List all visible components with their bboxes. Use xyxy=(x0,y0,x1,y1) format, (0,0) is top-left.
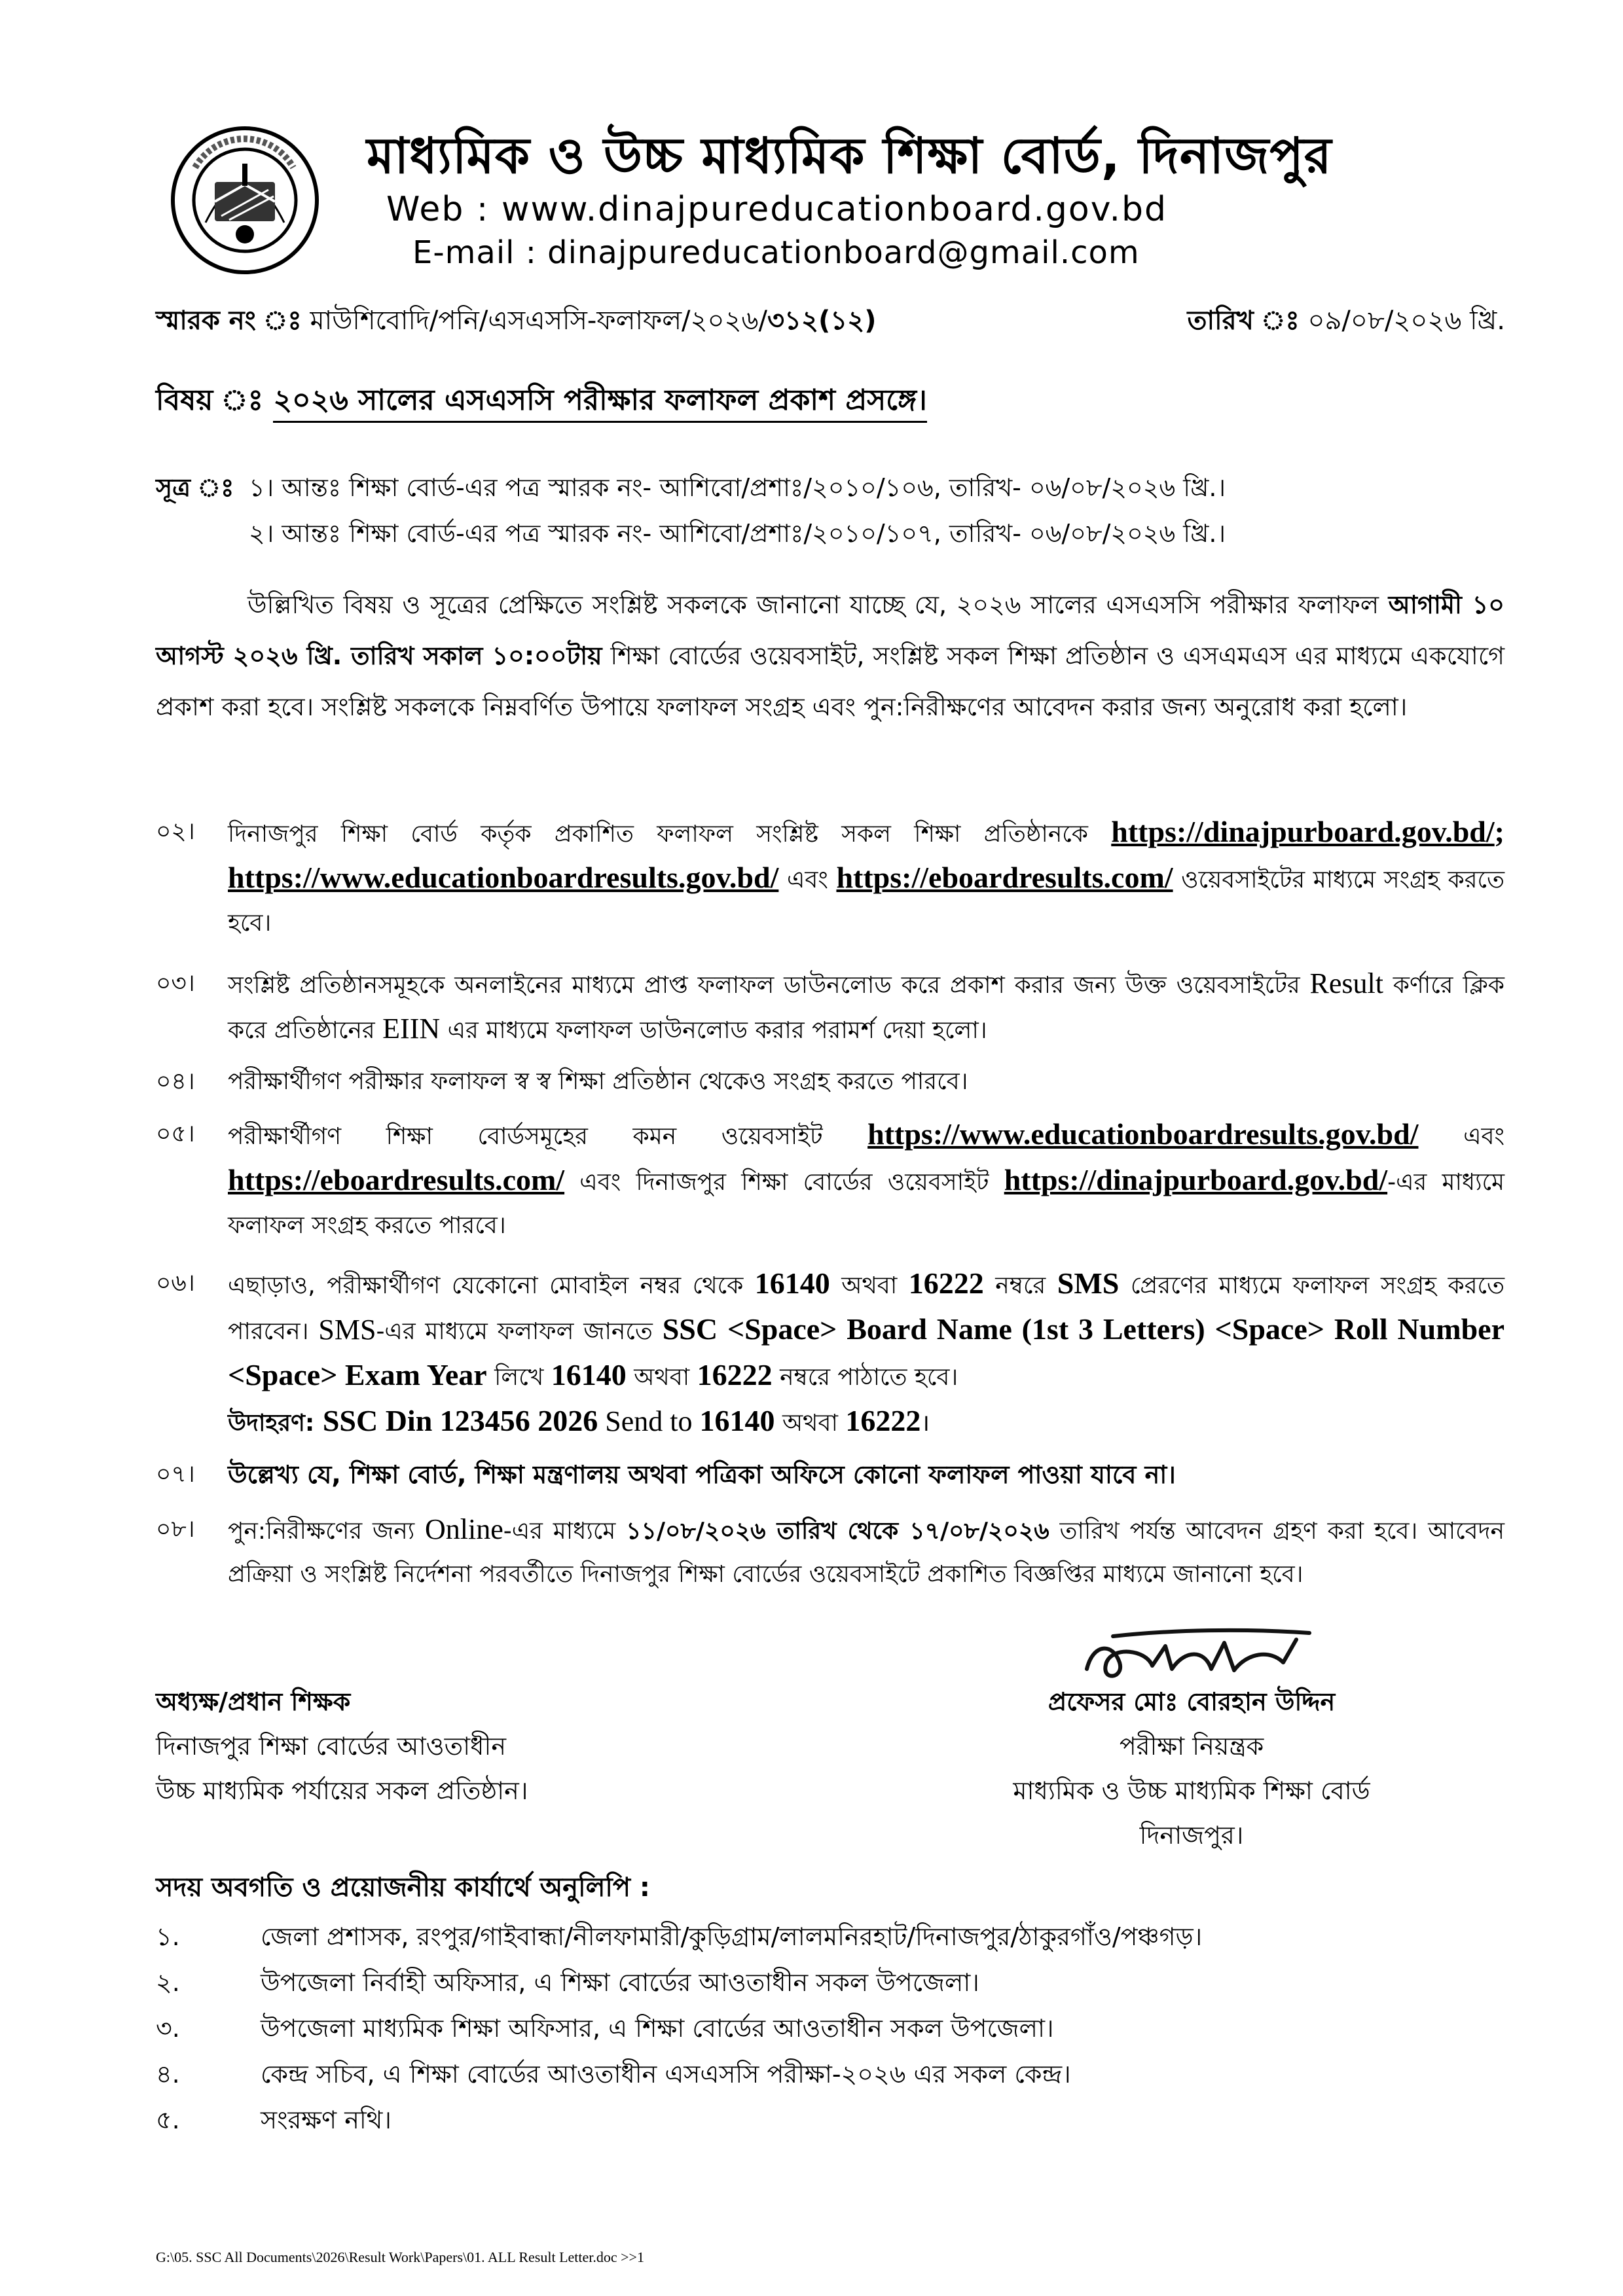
subject-label: বিষয় ঃ xyxy=(156,384,264,417)
body-paragraph xyxy=(156,579,1504,732)
item-text-e: লিখে xyxy=(486,1364,551,1391)
item-number: ০২। xyxy=(156,818,195,845)
item-number: ০৫। xyxy=(156,1121,195,1147)
sms-number: 16140 xyxy=(551,1358,627,1391)
link-educationboardresults[interactable]: https://www.educationboardresults.gov.bd/ xyxy=(228,861,779,894)
sms-number: 16222 xyxy=(697,1358,773,1391)
item-text-end: । xyxy=(921,1410,930,1437)
memo-number-bold: ৩১২(১২) xyxy=(767,306,877,336)
copy-item-text: উপজেলা মাধ্যমিক শিক্ষা অফিসার, এ শিক্ষা বোর্ডের আওতাধীন সকল উপজেলা। xyxy=(261,2014,1054,2043)
example-code: SSC Din 123456 2026 xyxy=(322,1404,598,1437)
board-logo xyxy=(169,124,321,276)
memo-date xyxy=(1188,300,1505,344)
sms-format: SSC <Space> Board Name (1st 3 Letters) <Space> Roll Number <Space> Exam Year xyxy=(228,1312,1504,1391)
item-text: পরীক্ষার্থীগণ পরীক্ষার ফলাফল স্ব স্ব শিক্ষা প্রতিষ্ঠান থেকেও সংগ্রহ করতে পারবে। xyxy=(228,1068,968,1095)
link-separator: ; xyxy=(1494,815,1504,848)
sms-number: 16140 xyxy=(754,1266,830,1300)
or-word: অথবা xyxy=(626,1364,697,1391)
item-text-and: এবং xyxy=(778,867,837,893)
copy-item-text: কেন্দ্র সচিব, এ শিক্ষা বোর্ডের আওতাধীন এসএসসি পরীক্ষা-২০২৬ এর সকল কেন্দ্র। xyxy=(261,2060,1071,2089)
copy-item-text: উপজেলা নির্বাহী অফিসার, এ শিক্ষা বোর্ডের আওতাধীন সকল উপজেলা। xyxy=(261,1968,979,1997)
body-text-bold: আগামী ১০ আগস্ট ২০২৬ খ্রি. তারিখ সকাল ১০:০০টায় xyxy=(156,590,1504,670)
item-text: পুন:নিরীক্ষণের জন্য xyxy=(228,1518,425,1545)
copy-item-text: জেলা প্রশাসক, রংপুর/গাইবান্ধা/নীলফামারী/কুড়িগ্রাম/লালমনিরহাট/দিনাজপুর/ঠাকুরগাঁও/পঞ্চগড়। xyxy=(261,1922,1203,1951)
link-educationboardresults[interactable]: https://www.educationboardresults.gov.bd/ xyxy=(867,1117,1419,1151)
item-number: ০৭। xyxy=(156,1461,195,1488)
copy-item-5 xyxy=(156,2101,392,2143)
copy-item-number: ৩. xyxy=(156,2014,180,2043)
item-text: এছাড়াও, পরীক্ষার্থীগণ যেকোনো মোবাইল নম্বর থেকে xyxy=(228,1272,755,1299)
item-04 xyxy=(156,1060,1504,1103)
send-to-text: Send to xyxy=(598,1405,700,1437)
reference-1: ১। আন্তঃ শিক্ষা বোর্ড-এর পত্র স্মারক নং- আশিবো/প্রশাঃ/২০১০/১০৬, তারিখ- ০৬/০৮/২০২৬ খ্রি.। xyxy=(249,473,1226,502)
item-06 xyxy=(156,1262,1504,1445)
item-text-c: এর মাধ্যমে ফলাফল ডাউনলোড করার পরামর্শ দেয়া হলো। xyxy=(440,1017,987,1044)
recipient-line-2: উচ্চ মাধ্যমিক পর্যায়ের সকল প্রতিষ্ঠান। xyxy=(156,1776,528,1805)
eiin-word: EIIN xyxy=(382,1013,441,1045)
item-text-b: -এর মাধ্যমে xyxy=(503,1518,627,1545)
signatory-org: মাধ্যমিক ও উচ্চ মাধ্যমিক শিক্ষা বোর্ড xyxy=(1013,1776,1370,1805)
recipient-line-1: দিনাজপুর শিক্ষা বোর্ডের আওতাধীন xyxy=(156,1732,507,1761)
board-email: E-mail : dinajpureducationboard@gmail.com xyxy=(412,234,1140,271)
item-text: উল্লেখ্য যে, শিক্ষা বোর্ড, শিক্ষা মন্ত্রণালয় অথবা পত্রিকা অফিসে কোনো ফলাফল পাওয়া যাবে না। xyxy=(228,1460,1176,1489)
body-text-b: শিক্ষা বোর্ডের ওয়েবসাইট, সংশ্লিষ্ট সকল শিক্ষা প্রতিষ্ঠান ও এসএমএস এর মাধ্যমে একযোগে প্রকাশ করা হবে। সংশ্লিষ্ট সকলকে নিম্নবর্ণিত উপায়ে ফলাফল সংগ্রহ এবং পুন:নিরীক্ষণের আবেদন করার জন্য অনুরোধ করা হলো। xyxy=(156,641,1504,721)
signatory-city: দিনাজপুর। xyxy=(1139,1821,1244,1850)
item-text-c: -এর মাধ্যমে ফলাফল সংগ্রহ করতে পারবে। xyxy=(228,1169,1504,1239)
recipient-title: অধ্যক্ষ/প্রধান শিক্ষক xyxy=(156,1687,351,1716)
signatory-name: প্রফেসর মোঃ বোরহান উদ্দিন xyxy=(1048,1687,1336,1716)
sms-word: SMS xyxy=(318,1314,376,1346)
item-05 xyxy=(156,1113,1504,1247)
item-03 xyxy=(156,962,1504,1052)
item-number: ০৪। xyxy=(156,1068,195,1095)
copy-item-1 xyxy=(156,1918,1202,1960)
sms-word: SMS xyxy=(1057,1266,1120,1300)
body-text-a: উল্লিখিত বিষয় ও সূত্রের প্রেক্ষিতে সংশ্লিষ্ট সকলকে জানানো যাচ্ছে যে, ২০২৬ সালের এসএসসি পরীক্ষার ফলাফল xyxy=(247,590,1389,619)
item-text-f: নম্বরে পাঠাতে হবে। xyxy=(772,1364,958,1391)
item-number: ০৬। xyxy=(156,1270,195,1297)
copy-item-number: ৫. xyxy=(156,2106,180,2134)
link-dinajpurboard[interactable]: https://dinajpurboard.gov.bd/ xyxy=(1004,1163,1388,1196)
item-07 xyxy=(156,1453,1504,1496)
or-word: অথবা xyxy=(775,1410,846,1437)
item-number: ০৮। xyxy=(156,1516,195,1543)
item-08 xyxy=(156,1508,1504,1596)
online-word: Online xyxy=(425,1513,503,1545)
or-word: অথবা xyxy=(830,1272,909,1299)
copy-item-text: সংরক্ষণ নথি। xyxy=(261,2106,392,2134)
link-eboardresults[interactable]: https://eboardresults.com/ xyxy=(836,861,1173,894)
sms-number: 16222 xyxy=(845,1404,921,1437)
item-number: ০৩। xyxy=(156,970,195,997)
file-path-footer: G:\05. SSC All Documents\2026\Result Work\Papers\01. ALL Result Letter.doc >>1 xyxy=(156,2249,644,2265)
item-text-d: -এর মাধ্যমে ফলাফল জানতে xyxy=(376,1318,663,1345)
copy-item-4 xyxy=(156,2055,1071,2097)
item-text-c: তারিখ পর্যন্ত আবেদন গ্রহণ করা হবে। আবেদন প্রক্রিয়া ও সংশ্লিষ্ট নির্দেশনা পরবর্তীতে দিনাজপুর শিক্ষা বোর্ডের ওয়েবসাইটে প্রকাশিত বিজ্ঞপ্তির মাধ্যমে জানানো হবে। xyxy=(228,1518,1504,1588)
copy-item-3 xyxy=(156,2009,1054,2051)
item-text: দিনাজপুর শিক্ষা বোর্ড কর্তৃক প্রকাশিত ফলাফল সংশ্লিষ্ট সকল শিক্ষা প্রতিষ্ঠানকে xyxy=(228,821,1112,848)
result-word: Result xyxy=(1309,967,1383,999)
references-label: সূত্র ঃ xyxy=(156,473,234,502)
reference-2: ২। আন্তঃ শিক্ষা বোর্ড-এর পত্র স্মারক নং- আশিবো/প্রশাঃ/২০১০/১০৭, তারিখ- ০৬/০৮/২০২৬ খ্রি.। xyxy=(249,519,1226,548)
copy-item-number: ১. xyxy=(156,1922,180,1951)
example-label: উদাহরণ: xyxy=(228,1410,323,1437)
item-text-b: কর্ণারে ক্লিক করে প্রতিষ্ঠানের xyxy=(228,972,1504,1044)
item-text: পরীক্ষার্থীগণ শিক্ষা বোর্ডসমূহের কমন ওয়েবসাইট xyxy=(228,1123,868,1150)
memo-date-label: তারিখ ঃ xyxy=(1187,306,1300,336)
item-text: সংশ্লিষ্ট প্রতিষ্ঠানসমূহকে অনলাইনের মাধ্যমে প্রাপ্ত ফলাফল ডাউনলোড করে প্রকাশ করার জন্য উক্ত ওয়েবসাইটের xyxy=(228,972,1310,999)
copy-item-2 xyxy=(156,1964,979,2005)
board-title: মাধ্যমিক ও উচ্চ মাধ্যমিক শিক্ষা বোর্ড, দিনাজপুর xyxy=(367,126,1332,185)
memo-number-text: মাউশিবোদি/পনি/এসএসসি-ফলাফল/২০২৬/ xyxy=(310,306,767,336)
signatory-block xyxy=(943,1679,1440,1857)
item-text-end: ওয়েবসাইটের মাধ্যমে সংগ্রহ করতে হবে। xyxy=(228,867,1504,937)
subject-line xyxy=(156,378,927,426)
item-text-b: এবং দিনাজপুর শিক্ষা বোর্ডের ওয়েবসাইট xyxy=(564,1169,1004,1196)
item-text-c: প্রেরণের মাধ্যমে ফলাফল সংগ্রহ করতে পারবেন। xyxy=(228,1272,1504,1345)
signatory-designation: পরীক্ষা নিয়ন্ত্রক xyxy=(1119,1732,1264,1761)
application-dates: ১১/০৮/২০২৬ তারিখ থেকে ১৭/০৮/২০২৬ xyxy=(626,1518,1049,1545)
item-text-and: এবং xyxy=(1418,1123,1504,1150)
sms-number: 16222 xyxy=(908,1266,984,1300)
subject-text: ২০২৬ সালের এসএসসি পরীক্ষার ফলাফল প্রকাশ প্রসঙ্গে। xyxy=(273,384,926,423)
copy-item-number: ৪. xyxy=(156,2060,180,2089)
copy-item-number: ২. xyxy=(156,1968,180,1997)
link-eboardresults[interactable]: https://eboardresults.com/ xyxy=(228,1163,565,1196)
link-dinajpurboard[interactable]: https://dinajpurboard.gov.bd/ xyxy=(1111,815,1495,848)
copy-list-title: সদয় অবগতি ও প্রয়োজনীয় কার্যার্থে অনুলিপি : xyxy=(156,1873,650,1903)
board-website: Web : www.dinajpureducationboard.gov.bd xyxy=(386,190,1168,229)
memo-number xyxy=(156,300,877,344)
memo-date-text: ০৯/০৮/২০২৬ খ্রি. xyxy=(1307,306,1505,336)
item-text-b: নম্বরে xyxy=(983,1272,1057,1299)
item-02 xyxy=(156,810,1504,945)
memo-label: স্মারক নং ঃ xyxy=(156,306,302,336)
sms-number: 16140 xyxy=(699,1404,775,1437)
recipient-block xyxy=(156,1679,528,1813)
